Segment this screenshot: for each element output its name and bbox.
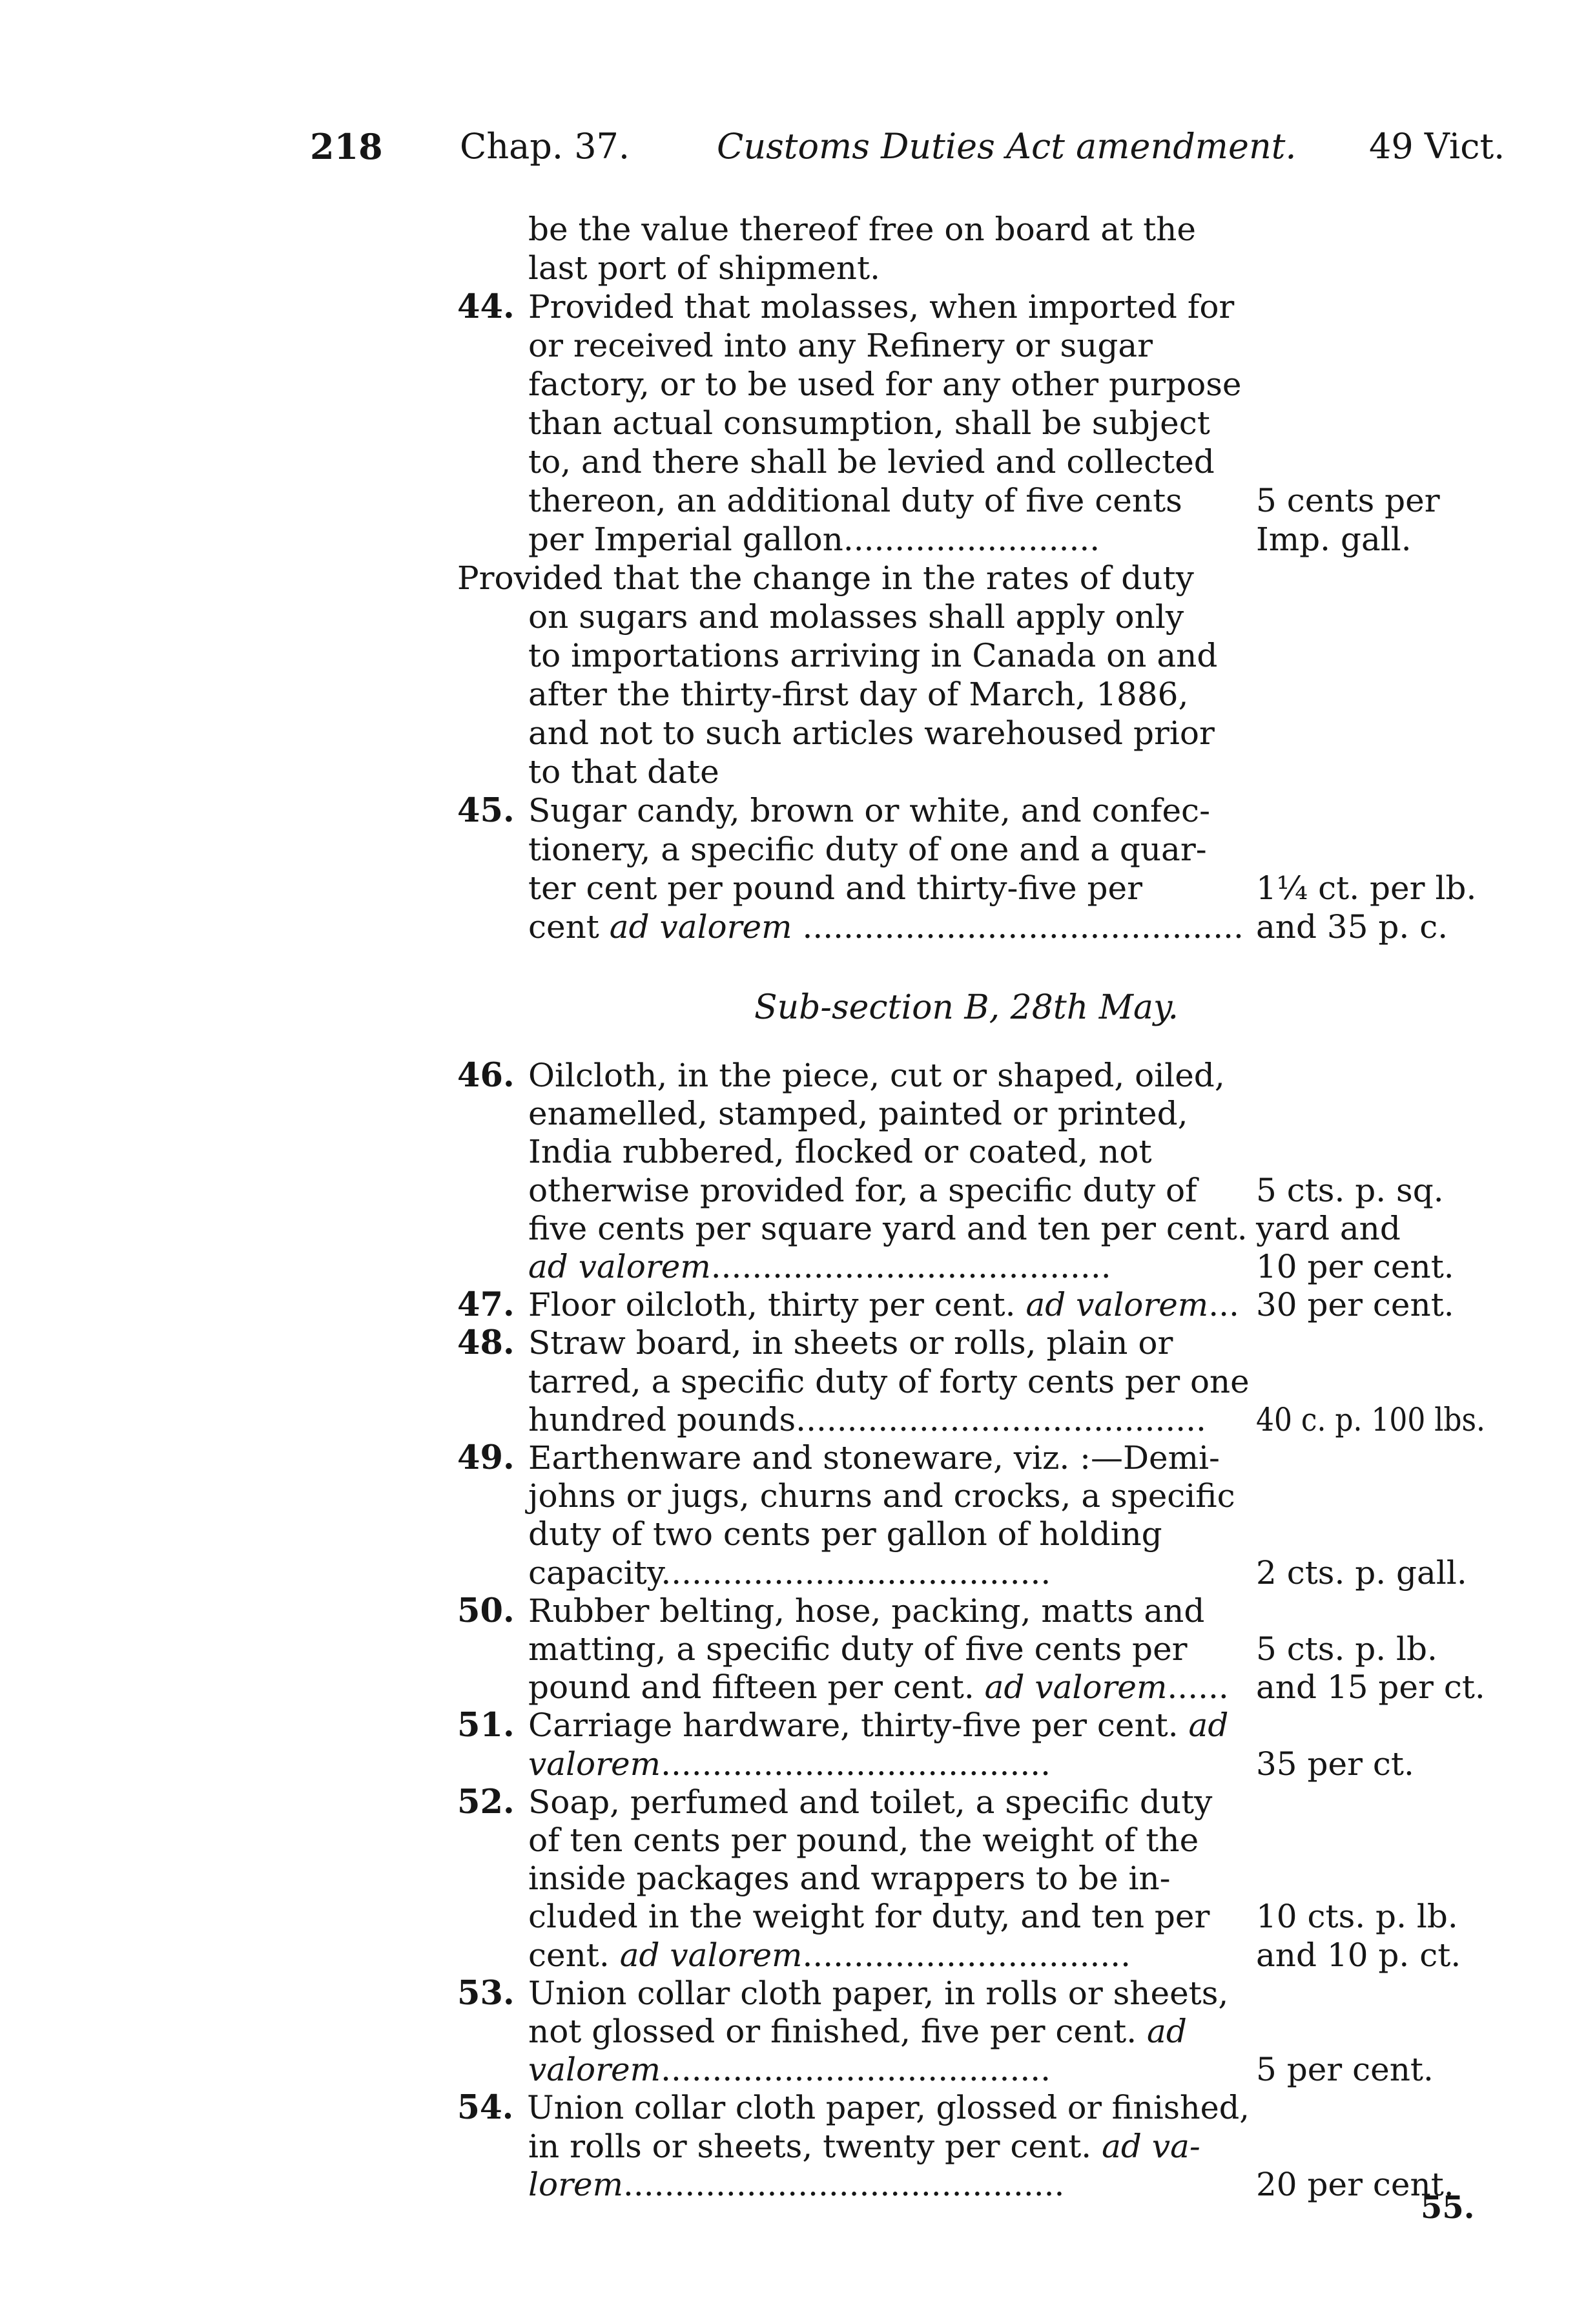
line-text: Union collar cloth paper, in rolls or sheets, [528,1974,1229,2012]
text-line [457,1438,1220,1477]
item-number: 53. [457,1973,515,2013]
text-line [528,1898,1210,1936]
text-line [528,2051,1051,2089]
line-text: after the thirty-first day of March, 1886, [528,676,1189,713]
item-number: 49. [457,1438,515,1477]
italic-term: ad [1188,1707,1229,1745]
duty-rate: 10 per cent. [1256,1248,1454,1285]
duty-rate: 30 per cent. [1256,1286,1454,1324]
text-line [528,1668,1229,1707]
text-line [528,366,1242,403]
leader-dots: ....................................... [710,1248,1111,1285]
text-line [457,1323,1173,1363]
italic-term: ad valorem [619,1936,803,1974]
running-title: Customs Duties Act amendment. [717,126,1297,167]
italic-term: lorem [528,2165,623,2203]
line-text: to importations arriving in Canada on and [528,637,1218,674]
leader-dots: ...................................... [661,1745,1051,1783]
text-line [528,639,1217,672]
line-text: factory, or to be used for any other purpose [528,366,1242,403]
text-line [528,908,1244,946]
text-line [457,1782,1213,1821]
line-text: not glossed or finished, five per cent. [528,2013,1137,2050]
text-line [528,1095,1188,1133]
line-text: matting, a specific duty of five cents per [528,1630,1188,1668]
line-text: johns or jugs, churns and crocks, a specific [528,1477,1235,1515]
subsection-heading: Sub-section B, 28th May. [754,988,1179,1027]
line-text: last port of shipment. [528,249,880,287]
duty-rate: 20 per cent. [1256,2165,1454,2203]
text-line [528,753,719,791]
italic-term: ad valorem [609,908,792,946]
text-line [457,287,1235,326]
text-line [457,791,1210,830]
line-text: duty of two cents per gallon of holding [528,1515,1162,1553]
leader-dots: ... [1208,1286,1239,1324]
leader-dots: ...................................... [661,2051,1051,2089]
item-number: 50. [457,1591,515,1630]
text-line [528,2015,1187,2048]
text-line [528,1477,1235,1515]
duty-rate: 5 cents per [1256,482,1440,519]
duty-rate: 35 per ct. [1256,1745,1414,1783]
line-text: of ten cents per pound, the weight of the [528,1821,1199,1859]
duty-rate: 40 c. p. 100 lbs. [1256,1400,1485,1438]
item-number: 46. [457,1056,515,1095]
leader-dots: ...... [1167,1668,1229,1707]
text-line [457,1591,1205,1630]
line-text: cent [528,908,599,946]
line-text: tionery, a specific duty of one and a quar- [528,831,1207,868]
line-text: to that date [528,753,719,791]
italic-term: ad valorem [528,1248,711,1285]
italic-term: ad valorem [1025,1286,1209,1324]
text-line [528,1860,1171,1898]
regnal-year: 49 Vict. [1369,126,1505,167]
line-text: ter cent per pound and thirty-five per [528,869,1142,907]
text-line [528,678,1188,711]
line-text: be the value thereof free on board at the [528,211,1196,248]
text-line [457,1056,1225,1095]
text-line [528,1171,1197,1209]
text-line [528,1209,1248,1247]
text-line [528,833,1207,866]
text-line [528,443,1215,481]
text-line [528,1400,1206,1438]
italic-term: ad [1147,2013,1187,2050]
line-text: cluded in the weight for duty, and ten per [528,1898,1210,1936]
duty-rate: 10 cts. p. lb. [1256,1898,1458,1936]
duty-rate: 5 cts. p. lb. [1256,1630,1437,1668]
line-text: capacity...................................... [528,1553,1051,1592]
line-text: Provided that the change in the rates of duty [457,559,1194,597]
text-line [528,714,1215,752]
line-text: Union collar cloth paper, glossed or finished, [527,2089,1250,2127]
text-line [528,211,1196,248]
leader-dots: ................................ [802,1936,1131,1974]
text-line [528,598,1184,636]
line-text: and not to such articles warehoused prior [528,714,1215,752]
italic-term: valorem [528,1745,661,1783]
leader-dots: ........................................... [623,2165,1065,2203]
line-text: Straw board, in sheets or rolls, plain or [528,1324,1173,1362]
duty-rate: Imp. gall. [1256,521,1412,558]
item-number: 54. [457,2088,514,2128]
line-text: cent. [528,1936,610,1974]
text-line [528,1133,1152,1171]
text-line [528,1515,1162,1553]
duty-rate: and 10 p. ct. [1256,1936,1461,1974]
chapter-heading: Chap. 37. [460,126,630,167]
text-line [528,1821,1199,1859]
line-text: India rubbered, flocked or coated, not [528,1133,1152,1171]
duty-rate: yard and [1256,1209,1401,1247]
text-line [457,1285,1239,1325]
line-text: inside packages and wrappers to be in- [528,1860,1171,1898]
item-number: 47. [457,1285,515,1325]
text-line [528,1936,1131,1974]
page-number: 218 [310,126,383,167]
text-line [528,2165,1065,2203]
line-text: per Imperial gallon......................... [528,521,1100,558]
text-line [528,1250,1111,1283]
text-line [528,869,1142,907]
duty-rate: and 35 p. c. [1256,908,1448,946]
item-number: 48. [457,1323,515,1363]
line-text: Provided that molasses, when imported for [528,288,1235,326]
italic-term: ad va- [1102,2127,1200,2165]
line-text: than actual consumption, shall be subject [528,404,1210,442]
line-text: Floor oilcloth, thirty per cent. [528,1286,1016,1324]
line-text: thereon, an additional duty of five cents [528,482,1182,519]
line-text: on sugars and molasses shall apply only [528,598,1184,636]
line-text: in rolls or sheets, twenty per cent. [528,2127,1092,2165]
line-text: tarred, a specific duty of forty cents per one [528,1362,1250,1400]
text-line [528,2127,1200,2165]
text-line [528,484,1182,517]
item-number: 45. [457,791,515,830]
line-text: five cents per square yard and ten per cent. [528,1209,1248,1247]
line-text: Rubber belting, hose, packing, matts and [528,1592,1205,1630]
line-text: hundred pounds........................................ [528,1400,1206,1438]
duty-rate: 1¼ ct. per lb. [1256,869,1477,907]
line-text: pound and fifteen per cent. [528,1668,974,1707]
text-line [528,249,880,287]
italic-term: valorem [528,2051,661,2089]
line-text: Sugar candy, brown or white, and confec- [528,792,1210,829]
text-line [528,1553,1051,1592]
line-text: Oilcloth, in the piece, cut or shaped, oiled, [528,1057,1225,1094]
text-line [528,329,1153,362]
text-line [528,1362,1250,1400]
duty-rate: and 15 per ct. [1256,1668,1485,1707]
duty-rate: 5 cts. p. sq. [1256,1171,1444,1209]
line-text: or received into any Refinery or sugar [528,327,1153,364]
duty-rate: 2 cts. p. gall. [1256,1553,1467,1592]
text-line [528,404,1210,442]
text-line [457,1973,1229,2013]
line-text: otherwise provided for, a specific duty of [528,1171,1197,1209]
italic-term: ad valorem [984,1668,1168,1707]
duty-rate: 5 per cent. [1256,2051,1434,2089]
catchword: 55. [1421,2190,1475,2226]
text-line [457,2088,1250,2128]
text-line [457,559,1194,597]
line-text: to, and there shall be levied and collected [528,443,1215,481]
text-line [528,1745,1051,1783]
item-number: 52. [457,1782,515,1821]
text-line [528,521,1100,558]
text-line [528,1630,1188,1668]
item-number: 44. [457,287,515,326]
line-text: Carriage hardware, thirty-five per cent. [528,1707,1179,1745]
text-line [457,1706,1229,1745]
leader-dots: ........................................... [792,908,1244,946]
line-text: Soap, perfumed and toilet, a specific duty [528,1783,1213,1821]
line-text: Earthenware and stoneware, viz. :—Demi- [528,1439,1220,1477]
line-text: enamelled, stamped, painted or printed, [528,1095,1188,1133]
item-number: 51. [457,1706,515,1745]
